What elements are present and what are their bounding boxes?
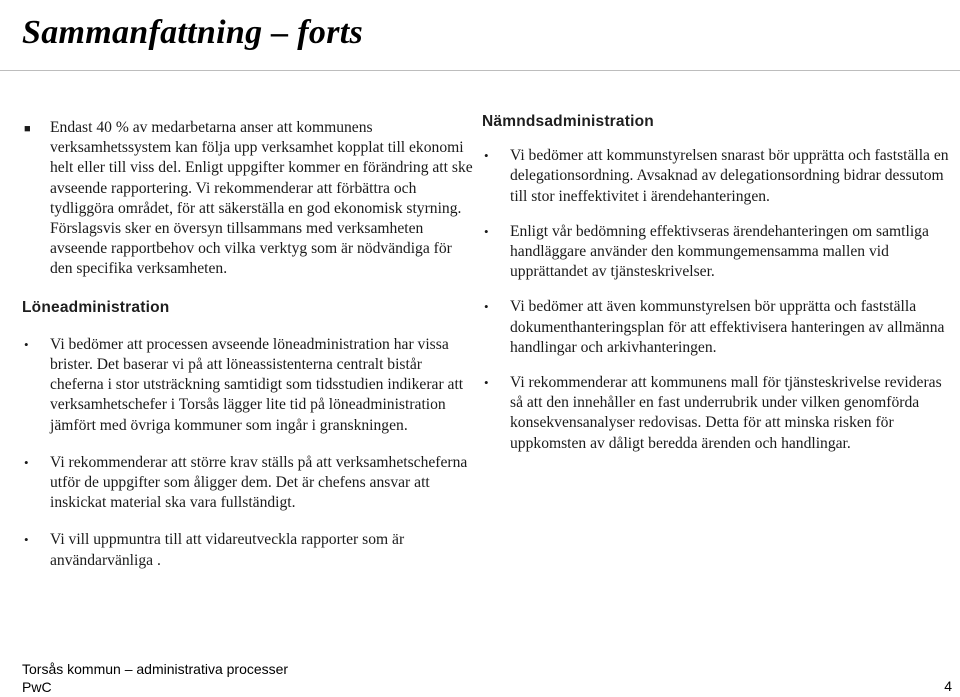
list-item-text: Vi bedömer att även kommunstyrelsen bör upprätta och fastställa dokumenthanteringsplan för att effektivisera hanteringen av allmänna handlingar och arkivhanteringen. [510, 298, 945, 356]
list-item [22, 530, 478, 570]
list-item-text: Vi rekommenderar att större krav ställs på att verksamhetscheferna utför de uppgifter som åligger dem. Det är chefens ansvar att inskickat material ska vara fullständigt. [50, 453, 468, 512]
list-item [482, 297, 952, 358]
footer [22, 660, 288, 696]
bullet-icon: • [484, 148, 489, 164]
list-item-text: Vi bedömer att kommunstyrelsen snarast bör upprätta och fastställa en delegationsordning. Avsaknad av delegationsordning bidrar dessutom till stor ineffektivitet i ärendehanteringen. [510, 147, 949, 205]
section-heading-namndsadministration: Nämndsadministration [482, 113, 654, 130]
right-column [482, 112, 952, 454]
square-bullet-icon: ■ [24, 123, 31, 135]
title-divider [0, 70, 960, 71]
list-item-text: Vi vill uppmuntra till att vidareutveckla rapporter som är användarvänliga . [50, 531, 405, 569]
page-title: Sammanfattning – forts [22, 14, 364, 51]
bullet-icon: • [484, 375, 489, 391]
bullet-icon: • [484, 223, 489, 239]
intro-item [22, 118, 478, 280]
footer-report-title: Torsås kommun – administrativa processer [22, 661, 289, 677]
list-item-text: Vi rekommenderar att kommunens mall för tjänsteskrivelse revideras så att den innehåller en fast underrubrik under vilken genomförda konsekvensanalyser redovisas. Detta för att minska risken för uppkomsten av dåligt beredda ärenden och handlingar. [510, 374, 942, 452]
list-item [482, 146, 952, 207]
footer-brand: PwC [22, 679, 52, 695]
list-item [22, 335, 478, 436]
intro-text: Endast 40 % av medarbetarna anser att kommunens verksamhetssystem kan följa upp verksamhet kopplat till ekonomi helt eller till viss del. Enligt uppgifter kommer en förändring att ske avseende rapportering. Vi rekommenderar att förbättra och tydliggöra området, för att säkerställa en god ekonomisk styrning. Förslagsvis sker en översyn tillsammans med verksamheten avseende rapportbehov och vilka verktyg som är nödvändiga för den specifika verksamheten. [50, 119, 473, 278]
list-item [482, 373, 952, 454]
bullet-icon: • [24, 454, 29, 470]
bullet-icon: • [24, 532, 29, 548]
bullet-icon: • [484, 299, 489, 315]
left-column [22, 118, 478, 571]
list-item [482, 222, 952, 283]
bullet-icon: • [24, 336, 29, 352]
list-item-text: Vi bedömer att processen avseende löneadministration har vissa brister. Det baserar vi på att löneassistenterna centralt bistår cheferna i stor utsträckning samtidigt som tidsstudien indikerar att verksamhetschefer i Torsås lägger lite tid på löneadministration jämfört med övriga kommuner som ingår i granskningen. [50, 335, 464, 434]
section-heading-loneadministration: Löneadministration [22, 298, 170, 316]
list-item-text: Enligt vår bedömning effektivseras ärendehanteringen om samtliga handläggare använder den kommungemensamma mallen vid upprättandet av tjänsteskrivelser. [510, 222, 929, 281]
page-number: 4 [944, 678, 952, 694]
list-item [22, 453, 478, 514]
